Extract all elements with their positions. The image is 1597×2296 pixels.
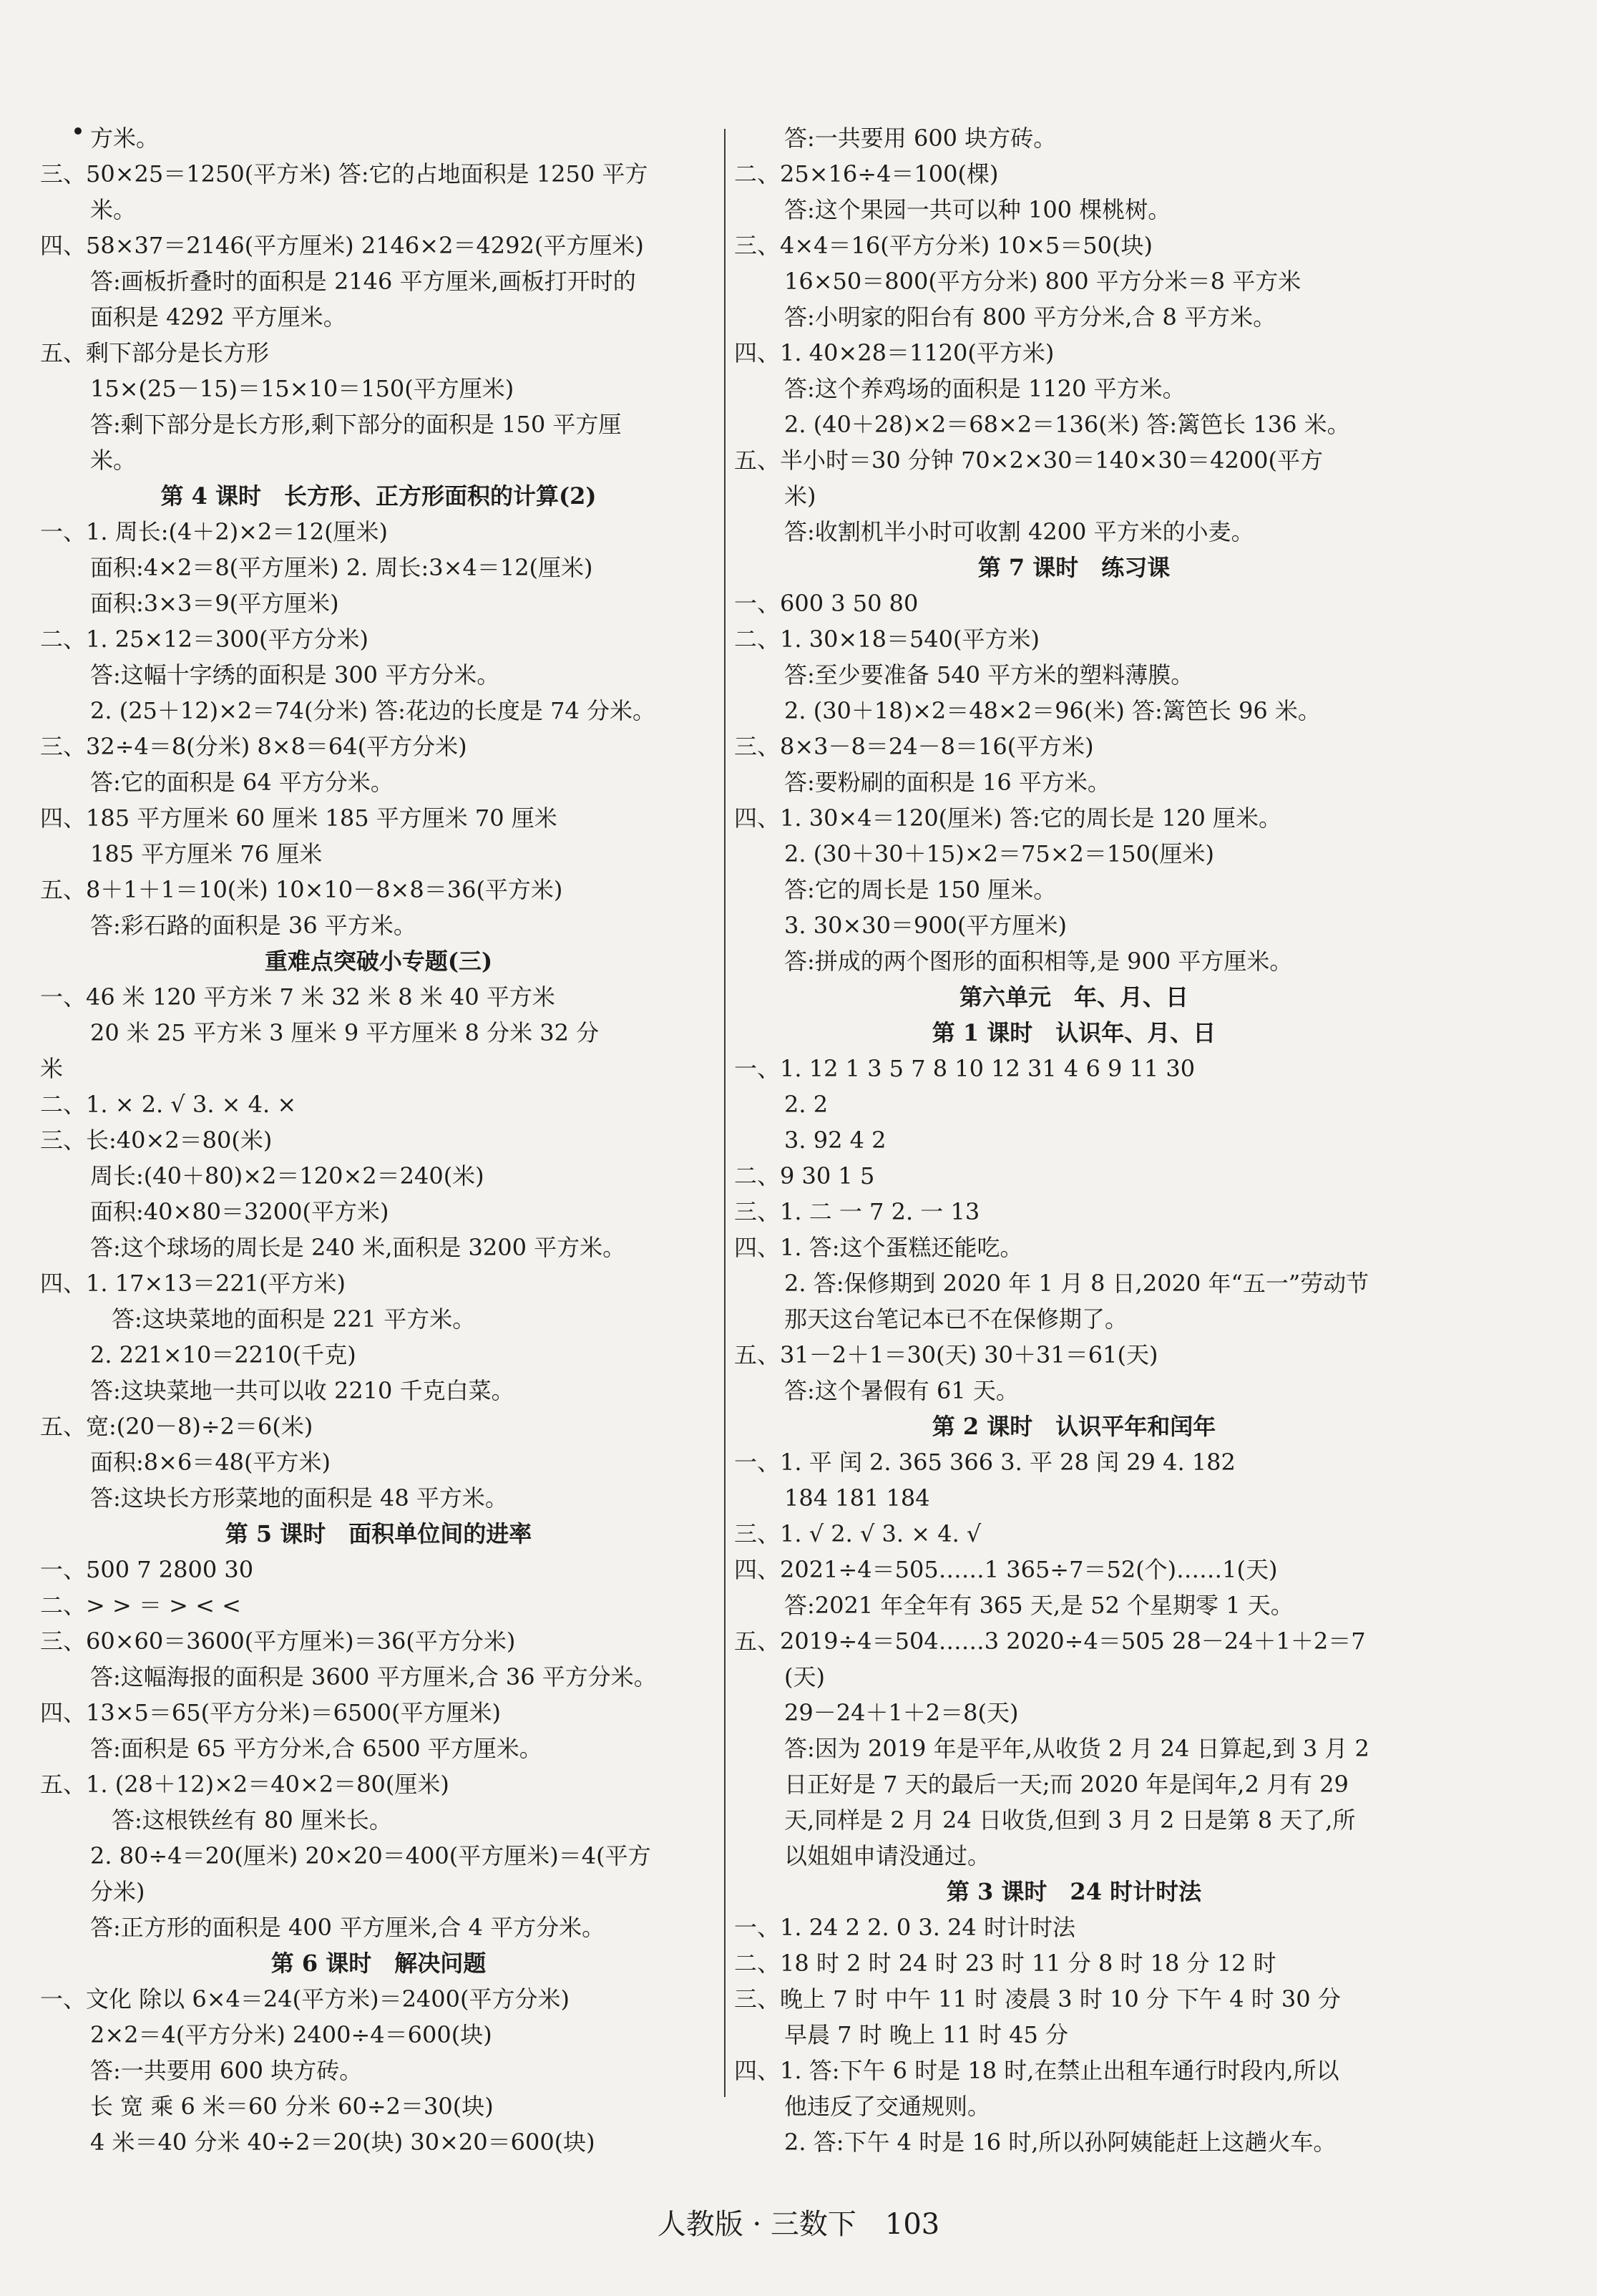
answer-line: 面积是 4292 平方厘米。 <box>90 303 346 331</box>
answer-line: 二、1. 25×12＝300(平方分米) <box>40 626 369 653</box>
answer-line: 四、185 平方厘米 60 厘米 185 平方厘米 70 厘米 <box>40 804 557 832</box>
answer-line: 四、1. 17×13＝221(平方米) <box>40 1270 346 1297</box>
answer-line: 3. 30×30＝900(平方厘米) <box>784 912 1068 939</box>
answer-line: 天,同样是 2 月 24 日收货,但到 3 月 2 日是第 8 天了,所 <box>784 1806 1356 1834</box>
answer-line: 二、1. 30×18＝540(平方米) <box>734 626 1040 653</box>
answer-line: 答:这个暑假有 61 天。 <box>784 1377 1019 1404</box>
answer-line: 面积:8×6＝48(平方米) <box>90 1449 331 1476</box>
answer-line: 15×(25－15)＝15×10＝150(平方厘米) <box>90 375 514 402</box>
answer-line: 三、1. √ 2. √ 3. × 4. √ <box>734 1520 982 1547</box>
answer-line: 答:正方形的面积是 400 平方厘米,合 4 平方分米。 <box>90 1914 605 1941</box>
answer-line: 答:它的面积是 64 平方分米。 <box>90 769 394 796</box>
answer-line: 三、4×4＝16(平方分米) 10×5＝50(块) <box>734 232 1153 259</box>
left-column <box>40 120 717 2160</box>
answer-line: 五、剩下部分是长方形 <box>40 339 270 366</box>
answer-line: 三、32÷4＝8(分米) 8×8＝64(平方分米) <box>40 733 467 760</box>
answer-line: 一、600 3 50 80 <box>734 590 919 617</box>
answer-line: 一、1. 24 2 2. 0 3. 24 时计时法 <box>734 1914 1075 1941</box>
answer-line: 答:它的周长是 150 厘米。 <box>784 876 1057 903</box>
answer-line: 29－24＋1＋2＝8(天) <box>784 1699 1019 1726</box>
answer-line: 答:这个养鸡场的面积是 1120 平方米。 <box>784 375 1186 402</box>
answer-line: 四、58×37＝2146(平方厘米) 2146×2＝4292(平方厘米) <box>40 232 644 259</box>
answer-line: 一、1. 平 闰 2. 365 366 3. 平 28 闰 29 4. 182 <box>734 1449 1236 1476</box>
answer-line: 答:这块菜地的面积是 221 平方米。 <box>112 1305 476 1333</box>
answer-line: 184 181 184 <box>784 1484 930 1512</box>
answer-line: 二、25×16÷4＝100(棵) <box>734 160 999 188</box>
answer-line: 四、13×5＝65(平方分米)＝6500(平方厘米) <box>40 1699 501 1726</box>
answer-line: 长 宽 乘 6 米＝60 分米 60÷2＝30(块) <box>90 2093 494 2120</box>
section-heading: 第 2 课时 认识平年和闰年 <box>932 1413 1216 1440</box>
answer-line: 四、1. 答:这个蛋糕还能吃。 <box>734 1234 1023 1261</box>
answer-line: 那天这台笔记本已不在保修期了。 <box>784 1305 1128 1333</box>
answer-line: 答:这块菜地一共可以收 2210 千克白菜。 <box>90 1377 514 1404</box>
answer-line: 四、1. 40×28＝1120(平方米) <box>734 339 1055 366</box>
answer-line: 一、1. 12 1 3 5 7 8 10 12 31 4 6 9 11 30 <box>734 1055 1196 1082</box>
answer-line: (天) <box>784 1663 825 1691</box>
answer-line: 以姐姐申请没通过。 <box>784 1842 991 1869</box>
answer-line: 答:小明家的阳台有 800 平方分米,合 8 平方米。 <box>784 303 1276 331</box>
answer-line: 三、长:40×2＝80(米) <box>40 1127 273 1154</box>
answer-line: 2. (40＋28)×2＝68×2＝136(米) 答:篱笆长 136 米。 <box>784 411 1350 438</box>
answer-line: 米。 <box>90 447 137 474</box>
answer-line: 185 平方厘米 76 厘米 <box>90 840 323 867</box>
answer-line: 二、9 30 1 5 <box>734 1162 875 1190</box>
section-heading: 第 5 课时 面积单位间的进率 <box>225 1520 532 1547</box>
answer-line: 2. (25＋12)×2＝74(分米) 答:花边的长度是 74 分米。 <box>90 697 655 724</box>
answer-line: 20 米 25 平方米 3 厘米 9 平方厘米 8 分米 32 分 <box>90 1019 600 1046</box>
section-heading: 第 6 课时 解决问题 <box>270 1950 487 1977</box>
answer-line: 面积:40×80＝3200(平方米) <box>90 1198 389 1225</box>
answer-line: 答:一共要用 600 块方砖。 <box>90 2057 363 2084</box>
answer-line: 答:画板折叠时的面积是 2146 平方厘米,画板打开时的 <box>90 268 636 295</box>
answer-line: 一、文化 除以 6×4＝24(平方米)＝2400(平方分米) <box>40 1985 570 2013</box>
answer-line: 答:一共要用 600 块方砖。 <box>784 125 1057 152</box>
answer-line: 2. 答:保修期到 2020 年 1 月 8 日,2020 年“五一”劳动节 <box>784 1270 1369 1297</box>
answer-line: 分米) <box>90 1878 145 1905</box>
answer-line: 答:这个果园一共可以种 100 棵桃树。 <box>784 196 1171 223</box>
answer-line: 2. (30＋18)×2＝48×2＝96(米) 答:篱笆长 96 米。 <box>784 697 1321 724</box>
section-heading: 第 3 课时 24 时计时法 <box>946 1878 1202 1905</box>
answer-line: 三、1. 二 一 7 2. 一 13 <box>734 1198 980 1225</box>
answer-line: 答:因为 2019 年是平年,从收货 2 月 24 日算起,到 3 月 2 <box>784 1735 1369 1762</box>
answer-line: 答:至少要准备 540 平方米的塑料薄膜。 <box>784 661 1194 689</box>
answer-line: 五、半小时＝30 分钟 70×2×30＝140×30＝4200(平方 <box>734 447 1324 474</box>
answer-line: 一、500 7 2800 30 <box>40 1556 254 1583</box>
answer-line: 答:面积是 65 平方分米,合 6500 平方厘米。 <box>90 1735 542 1762</box>
answer-line: 三、晚上 7 时 中午 11 时 凌晨 3 时 10 分 下午 4 时 30 分 <box>734 1985 1341 2013</box>
answer-line: 16×50＝800(平方分米) 800 平方分米＝8 平方米 <box>784 268 1301 295</box>
answer-line: 米 <box>40 1055 64 1082</box>
answer-line: 面积:4×2＝8(平方厘米) 2. 周长:3×4＝12(厘米) <box>90 554 593 581</box>
answer-line: 方米。 <box>90 125 160 152</box>
answer-line: 2. 2 <box>784 1091 829 1118</box>
section-heading: 第 4 课时 长方形、正方形面积的计算(2) <box>160 482 597 510</box>
answer-line: 答:这个球场的周长是 240 米,面积是 3200 平方米。 <box>90 1234 626 1261</box>
answer-line: 五、2019÷4＝504……3 2020÷4＝505 28－24＋1＋2＝7 <box>734 1628 1366 1655</box>
section-heading: 第 1 课时 认识年、月、日 <box>932 1019 1216 1046</box>
answer-line: 答:剩下部分是长方形,剩下部分的面积是 150 平方厘 <box>90 411 622 438</box>
answer-line: 答:收割机半小时可收割 4200 平方米的小麦。 <box>784 518 1254 545</box>
answer-line: 三、60×60＝3600(平方厘米)＝36(平方分米) <box>40 1628 516 1655</box>
answer-line: 米。 <box>90 196 137 223</box>
answer-line: 答:这幅海报的面积是 3600 平方厘米,合 36 平方分米。 <box>90 1663 657 1691</box>
section-heading: 第六单元 年、月、日 <box>959 983 1188 1011</box>
answer-line: 答:拼成的两个图形的面积相等,是 900 平方厘米。 <box>784 948 1293 975</box>
answer-line: 2. (30＋30＋15)×2＝75×2＝150(厘米) <box>784 840 1214 867</box>
section-heading: 重难点突破小专题(三) <box>264 948 493 975</box>
right-column <box>734 120 1414 2160</box>
answer-line: 3. 92 4 2 <box>784 1127 887 1154</box>
answer-line: 五、31－2＋1＝30(天) 30＋31＝61(天) <box>734 1341 1158 1368</box>
answer-line: 二、1. × 2. √ 3. × 4. × <box>40 1091 297 1118</box>
answer-line: 2. 答:下午 4 时是 16 时,所以孙阿姨能赶上这趟火车。 <box>784 2129 1337 2156</box>
answer-line: 答:这块长方形菜地的面积是 48 平方米。 <box>90 1484 508 1512</box>
answer-line: 五、宽:(20－8)÷2＝6(米) <box>40 1413 313 1440</box>
answer-line: 四、1. 答:下午 6 时是 18 时,在禁止出租车通行时段内,所以 <box>734 2057 1339 2084</box>
answer-line: 答:2021 年全年有 365 天,是 52 个星期零 1 天。 <box>784 1592 1294 1619</box>
answer-line: 4 米＝40 分米 40÷2＝20(块) 30×20＝600(块) <box>90 2129 595 2156</box>
answer-line: 二、> > ＝ > < < <box>40 1592 241 1619</box>
answer-line: 五、8＋1＋1＝10(米) 10×10－8×8＝36(平方米) <box>40 876 563 903</box>
answer-line: 五、1. (28＋12)×2＝40×2＝80(厘米) <box>40 1771 449 1798</box>
answer-line: 2. 80÷4＝20(厘米) 20×20＝400(平方厘米)＝4(平方 <box>90 1842 651 1869</box>
page-footer: 人教版 · 三数下 103 <box>657 2208 940 2241</box>
answer-line: 答:这幅十字绣的面积是 300 平方分米。 <box>90 661 500 689</box>
answer-line: 四、2021÷4＝505……1 365÷7＝52(个)……1(天) <box>734 1556 1278 1583</box>
answer-line: 米) <box>784 482 816 510</box>
answer-line: 他违反了交通规则。 <box>784 2093 991 2120</box>
answer-line: 2. 221×10＝2210(千克) <box>90 1341 356 1368</box>
answer-line: 面积:3×3＝9(平方厘米) <box>90 590 339 617</box>
answer-line: 答:这根铁丝有 80 厘米长。 <box>112 1806 392 1834</box>
answer-line: 三、50×25＝1250(平方米) 答:它的占地面积是 1250 平方 <box>40 160 648 188</box>
answer-line: 周长:(40＋80)×2＝120×2＝240(米) <box>90 1162 484 1190</box>
section-heading: 第 7 课时 练习课 <box>977 554 1171 581</box>
column-divider <box>724 129 726 2097</box>
answer-line: 答:要粉刷的面积是 16 平方米。 <box>784 769 1110 796</box>
answer-line: 一、1. 周长:(4＋2)×2＝12(厘米) <box>40 518 389 545</box>
answer-line: 日正好是 7 天的最后一天;而 2020 年是闰年,2 月有 29 <box>784 1771 1349 1798</box>
answer-line: 一、46 米 120 平方米 7 米 32 米 8 米 40 平方米 <box>40 983 555 1011</box>
answer-line: 答:彩石路的面积是 36 平方米。 <box>90 912 416 939</box>
answer-line: 2×2＝4(平方分米) 2400÷4＝600(块) <box>90 2021 492 2048</box>
answer-line: 四、1. 30×4＝120(厘米) 答:它的周长是 120 厘米。 <box>734 804 1282 832</box>
answer-line: 三、8×3－8＝24－8＝16(平方米) <box>734 733 1094 760</box>
answer-line: 二、18 时 2 时 24 时 23 时 11 分 8 时 18 分 12 时 <box>734 1950 1276 1977</box>
answer-line: 早晨 7 时 晚上 11 时 45 分 <box>784 2021 1069 2048</box>
